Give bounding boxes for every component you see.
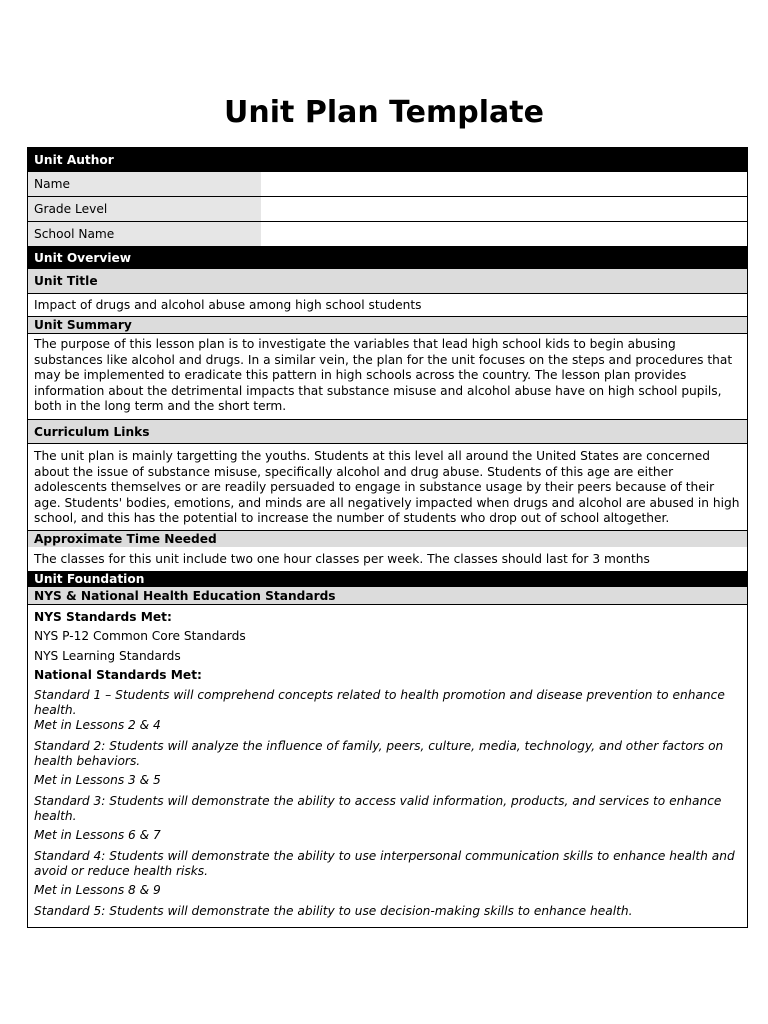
- grade-level-field[interactable]: [261, 197, 747, 221]
- unit-title-label: Unit Title: [28, 269, 747, 293]
- page-title: Unit Plan Template: [224, 95, 544, 130]
- unit-overview-header: Unit Overview: [28, 246, 747, 269]
- unit-plan-form: [27, 147, 748, 928]
- national-standard-1: Standard 1 – Students will comprehend concepts related to health promotion and disease prevention to enhance health.: [34, 688, 725, 717]
- unit-summary-label: Unit Summary: [28, 316, 747, 333]
- national-standard-5: Standard 5: Students will demonstrate the ability to use decision-making skills to enhance health.: [34, 904, 633, 918]
- national-standard-4: Standard 4: Students will demonstrate the ability to use interpersonal communication skills to enhance health and avoid or reduce health risks.: [34, 849, 735, 878]
- curriculum-links-label: Curriculum Links: [28, 419, 747, 443]
- unit-title-value: Impact of drugs and alcohol abuse among high school students: [28, 293, 747, 316]
- nys-standards-heading: NYS Standards Met:: [34, 609, 172, 624]
- school-name-row: [28, 221, 747, 246]
- grade-level-row: [28, 196, 747, 221]
- unit-author-header: Unit Author: [28, 148, 747, 171]
- time-needed-label: Approximate Time Needed: [28, 530, 747, 547]
- school-name-field[interactable]: [261, 222, 747, 246]
- standard-1-met-lessons: Met in Lessons 2 & 4: [34, 718, 161, 732]
- grade-level-label: Grade Level: [28, 197, 261, 221]
- school-name-label: School Name: [28, 222, 261, 246]
- standards-section: [28, 604, 747, 927]
- unit-foundation-header: Unit Foundation: [28, 571, 747, 587]
- name-row: [28, 171, 747, 196]
- time-needed-text: The classes for this unit include two one hour classes per week. The classes should last for 3 months: [34, 552, 650, 566]
- name-field[interactable]: [261, 172, 747, 196]
- unit-summary-text: The purpose of this lesson plan is to investigate the variables that lead high school kids to begin abusing substances like alcohol and drugs. In a similar vein, the plan for the unit focuses on the steps and procedures that may be implemented to eradicate this pattern in high schools across the country. The lesson plan provides information about the detrimental impacts that substance misuse and alcohol abuse have on high school pupils, both in the long term and the short term.: [28, 333, 747, 419]
- nys-standard-item: NYS Learning Standards: [34, 648, 181, 663]
- national-standards-heading: National Standards Met:: [34, 668, 202, 683]
- name-label: Name: [28, 172, 261, 196]
- standard-2-met-lessons: Met in Lessons 3 & 5: [34, 773, 161, 787]
- standard-3-met-lessons: Met in Lessons 6 & 7: [34, 828, 161, 842]
- national-standard-2: Standard 2: Students will analyze the influence of family, peers, culture, media, technology, and other factors on health behaviors.: [34, 739, 724, 768]
- national-standard-3: Standard 3: Students will demonstrate the ability to access valid information, products, and services to enhance health.: [34, 794, 722, 823]
- standard-4-met-lessons: Met in Lessons 8 & 9: [34, 883, 161, 897]
- nys-standard-item: NYS P-12 Common Core Standards: [34, 629, 246, 644]
- standards-label: NYS & National Health Education Standards: [28, 587, 747, 604]
- curriculum-links-text: The unit plan is mainly targetting the youths. Students at this level all around the United States are concerned about the issue of substance misuse, specifically alcohol and drug abuse. Students of this age are either adolescents themselves or are readily persuaded to engage in substance usage by their peers because of their age. Students' bodies, emotions, and minds are all negatively impacted when drugs and alcohol are abused in high school, and this has the potential to increase the number of students who drop out of school altogether.: [28, 443, 747, 530]
